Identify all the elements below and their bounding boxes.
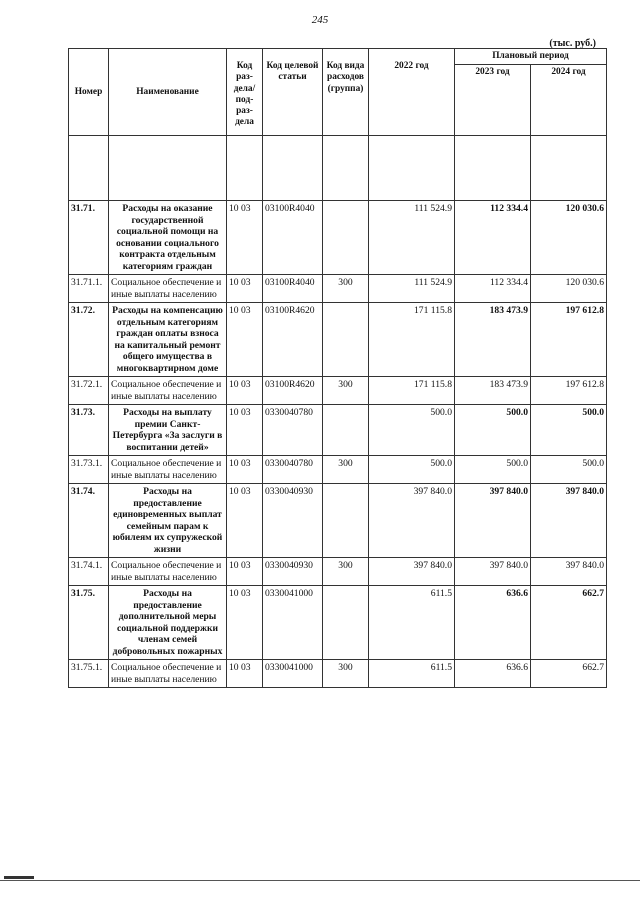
row-article-code: 0330040930	[263, 558, 323, 586]
row-number: 31.72.1.	[69, 377, 109, 405]
table-row	[69, 405, 607, 456]
row-value-2024: 500.0	[531, 405, 607, 456]
row-number: 31.71.	[69, 201, 109, 275]
header-plan-period: Плановый период	[455, 49, 607, 65]
header-section-code: Код раз-дела/ под-раз-дела	[227, 49, 263, 136]
page-number: 245	[311, 14, 329, 26]
row-value-2022: 611.5	[369, 586, 455, 660]
row-value-2023: 500.0	[455, 456, 531, 484]
row-value-2023: 636.6	[455, 586, 531, 660]
row-number: 31.73.	[69, 405, 109, 456]
row-article-code: 03100R4040	[263, 275, 323, 303]
row-value-2022: 171 115.8	[369, 377, 455, 405]
row-article-code: 0330040780	[263, 456, 323, 484]
row-number: 31.72.	[69, 303, 109, 377]
row-value-2022: 500.0	[369, 456, 455, 484]
row-kind-code	[323, 201, 369, 275]
row-number: 31.75.1.	[69, 660, 109, 688]
header-article-code: Код целевой статьи	[263, 49, 323, 136]
table-row	[69, 303, 607, 377]
row-name: Социальное обеспечение и иные выплаты населению	[109, 660, 227, 688]
row-kind-code: 300	[323, 660, 369, 688]
row-name: Социальное обеспечение и иные выплаты населению	[109, 377, 227, 405]
row-value-2024: 120 030.6	[531, 275, 607, 303]
row-number: 31.75.	[69, 586, 109, 660]
budget-table	[68, 48, 607, 688]
row-number: 31.74.	[69, 484, 109, 558]
row-section-code: 10 03	[227, 201, 263, 275]
row-name: Расходы на предоставление дополнительной меры социальной поддержки членам семей добровольных пожарных	[109, 586, 227, 660]
row-kind-code	[323, 303, 369, 377]
row-number: 31.74.1.	[69, 558, 109, 586]
row-value-2022: 611.5	[369, 660, 455, 688]
row-kind-code: 300	[323, 377, 369, 405]
row-value-2024: 197 612.8	[531, 377, 607, 405]
row-value-2022: 111 524.9	[369, 275, 455, 303]
header-2023: 2023 год	[455, 65, 531, 136]
row-kind-code: 300	[323, 275, 369, 303]
row-kind-code	[323, 586, 369, 660]
row-article-code: 0330041000	[263, 586, 323, 660]
header-kind-code: Код вида расходов (группа)	[323, 49, 369, 136]
row-value-2023: 500.0	[455, 405, 531, 456]
header-name: Наименование	[109, 49, 227, 136]
row-value-2022: 500.0	[369, 405, 455, 456]
row-value-2023: 397 840.0	[455, 558, 531, 586]
row-value-2022: 397 840.0	[369, 558, 455, 586]
row-article-code: 03100R4040	[263, 201, 323, 275]
blank-row	[69, 136, 607, 201]
row-article-code: 0330041000	[263, 660, 323, 688]
table-row	[69, 456, 607, 484]
table-row	[69, 484, 607, 558]
table-row	[69, 558, 607, 586]
row-section-code: 10 03	[227, 275, 263, 303]
row-section-code: 10 03	[227, 456, 263, 484]
row-section-code: 10 03	[227, 377, 263, 405]
row-kind-code: 300	[323, 456, 369, 484]
row-section-code: 10 03	[227, 405, 263, 456]
row-name: Расходы на выплату премии Санкт-Петербурга «За заслуги в воспитании детей»	[109, 405, 227, 456]
row-article-code: 0330040780	[263, 405, 323, 456]
row-name: Социальное обеспечение и иные выплаты населению	[109, 456, 227, 484]
row-value-2023: 112 334.4	[455, 275, 531, 303]
row-name: Расходы на компенсацию отдельным категориям граждан оплаты взноса на капитальный ремонт общего имущества в многоквартирном доме	[109, 303, 227, 377]
row-section-code: 10 03	[227, 303, 263, 377]
row-article-code: 03100R4620	[263, 377, 323, 405]
row-value-2023: 112 334.4	[455, 201, 531, 275]
table-row	[69, 377, 607, 405]
row-section-code: 10 03	[227, 660, 263, 688]
row-number: 31.73.1.	[69, 456, 109, 484]
units-label: (тыс. руб.)	[549, 38, 596, 49]
footer-mark	[4, 876, 34, 879]
row-value-2023: 183 473.9	[455, 377, 531, 405]
table-row	[69, 275, 607, 303]
row-value-2024: 397 840.0	[531, 484, 607, 558]
row-value-2023: 397 840.0	[455, 484, 531, 558]
table-row	[69, 201, 607, 275]
row-value-2023: 183 473.9	[455, 303, 531, 377]
footer-line	[0, 880, 640, 881]
row-kind-code	[323, 405, 369, 456]
row-value-2024: 397 840.0	[531, 558, 607, 586]
header-number: Номер	[69, 49, 109, 136]
row-name: Расходы на оказание государственной социальной помощи на основании социального контракта отдельным категориям граждан	[109, 201, 227, 275]
row-section-code: 10 03	[227, 586, 263, 660]
header-2024: 2024 год	[531, 65, 607, 136]
row-name: Расходы на предоставление единовременных выплат семейным парам к юбилеям их супружеской жизни	[109, 484, 227, 558]
row-value-2024: 197 612.8	[531, 303, 607, 377]
row-value-2024: 500.0	[531, 456, 607, 484]
row-number: 31.71.1.	[69, 275, 109, 303]
row-article-code: 03100R4620	[263, 303, 323, 377]
row-value-2023: 636.6	[455, 660, 531, 688]
row-section-code: 10 03	[227, 558, 263, 586]
row-section-code: 10 03	[227, 484, 263, 558]
row-value-2024: 662.7	[531, 586, 607, 660]
table-row	[69, 586, 607, 660]
row-value-2024: 662.7	[531, 660, 607, 688]
table-row	[69, 660, 607, 688]
row-kind-code: 300	[323, 558, 369, 586]
row-article-code: 0330040930	[263, 484, 323, 558]
row-value-2022: 111 524.9	[369, 201, 455, 275]
header-2022: 2022 год	[369, 49, 455, 136]
row-name: Социальное обеспечение и иные выплаты населению	[109, 558, 227, 586]
row-value-2022: 397 840.0	[369, 484, 455, 558]
row-name: Социальное обеспечение и иные выплаты населению	[109, 275, 227, 303]
row-kind-code	[323, 484, 369, 558]
row-value-2024: 120 030.6	[531, 201, 607, 275]
row-value-2022: 171 115.8	[369, 303, 455, 377]
